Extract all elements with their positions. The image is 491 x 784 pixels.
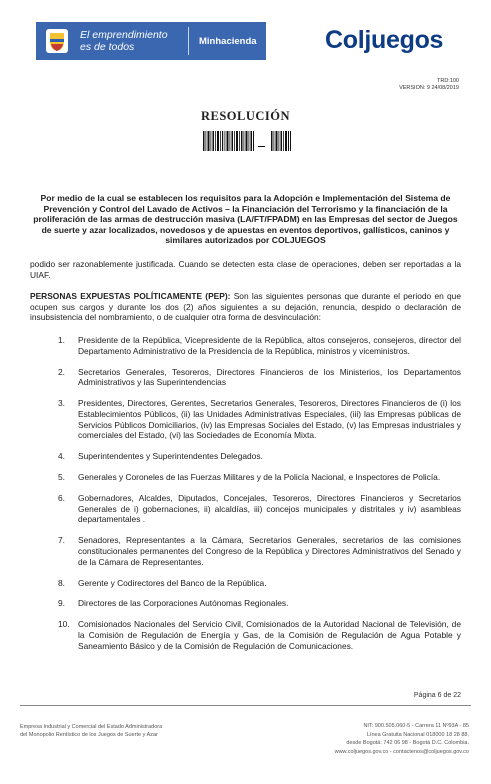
barcode-icon <box>203 131 255 151</box>
list-item-text: Generales y Coroneles de las Fuerzas Militares y de la Policía Nacional, e Inspectores de Policía. <box>78 472 441 483</box>
pep-list <box>58 335 461 662</box>
footer-contact <box>335 722 469 756</box>
coat-of-arms-icon <box>40 24 74 58</box>
list-item-text: Secretarios Generales, Tesoreros, Directores Financieros de los Ministerios, los Departamentos Administrativos y las Superintendencias <box>78 366 461 388</box>
list-item <box>58 598 461 609</box>
pep-definition <box>30 291 461 323</box>
list-item-number: 4. <box>58 451 65 462</box>
list-item <box>58 493 461 525</box>
list-item-number: 6. <box>58 492 65 503</box>
resolution-summary: Por medio de la cual se establecen los requisitos para la Adopción e Implementación del Sistema de Prevención y Control del Lavado de Activos – la Financiación del Terrorismo y la financiación de la proliferación de las armas de destrucción masiva (LA/FT/FPADM) en las Empresas del sector de Juegos de suerte y azar localizados, novedosos y de apuestas en eventos deportivos, gallísticos, caninos y similares autorizados por COLJUEGOS <box>33 193 458 245</box>
list-item <box>58 367 461 388</box>
footer-company-line1: Empresa Industrial y Comercial del Estado Administradora <box>20 724 163 730</box>
barcode-underscore <box>258 146 265 147</box>
list-item-text: Gerente y Codirectores del Banco de la República. <box>78 577 267 588</box>
footer-company <box>20 723 162 739</box>
government-slogan-line1: El emprendimiento <box>80 29 168 41</box>
version-date: VERSION: 9 24/08/2019 <box>399 85 459 91</box>
government-banner <box>36 22 266 60</box>
list-item <box>58 451 461 462</box>
list-item-text: Presidentes, Directores, Gerentes, Secretarios Generales, Tesoreros, Directores Financieros de (i) los Establecimientos Públicos, (ii) las Unidades Administrativas Especiales, (iii) las Empresas públicas de Servicios Públicos Domiciliarios, (iv) las Empresas Sociales del Estado, (v) las Empresas industriales y comerciales del Estado, (vi) las Sociedades de Economía Mixta. <box>78 398 461 441</box>
ministry-name: Minhacienda <box>199 35 257 47</box>
banner-divider <box>188 27 189 55</box>
list-item-number: 7. <box>58 535 65 546</box>
footer-web: www.coljuegos.gov.co - contactenos@coljuegos.gov.co <box>334 748 469 755</box>
list-item-text: Senadores, Representantes a la Cámara, Secretarios Generales, secretarios de las comisiones constitucionales permanentes del Congreso de la República y Directores Administrativos del Senado y de la Cámara de Representantes. <box>78 535 461 567</box>
list-item-number: 2. <box>58 366 65 377</box>
list-item-number: 5. <box>58 472 65 483</box>
footer-bogota: desde Bogotá: 742 06 98 - Bogotá D.C. Colombia. <box>346 740 469 746</box>
list-item-number: 3. <box>58 398 65 409</box>
list-item-number: 10. <box>58 619 70 630</box>
government-slogan-line2: es de todos <box>80 41 135 53</box>
pep-text: Son las siguientes personas que durante el periodo en que ocupen sus cargos y durante los dos (2) años siguientes a su dejación, renuncia, despido o declaración de insubsistencia del nombramiento, o de cualquier otra forma de desvinculación: <box>30 291 462 323</box>
list-item-number: 8. <box>58 577 65 588</box>
list-item <box>58 472 461 483</box>
list-item <box>58 578 461 589</box>
list-item-text: Comisionados Nacionales del Servicio Civil, Comisionados de la Autoridad Nacional de Televisión, de la Comisión de Regulación de Energía y Gas, de la Comisión de Regulación de Agua Potable y Saneamiento Básico y de la Comisión de Regulación de Comunicaciones. <box>78 619 461 651</box>
paragraph-uiaf: podido ser razonablemente justificada. Cuando se detecten esta clase de operaciones, deben ser reportadas a la UIAF. <box>30 259 461 280</box>
page-number: Página 6 de 22 <box>413 692 461 699</box>
footer-company-line2: del Monopolio Rentístico de los Juegos de Suerte y Azar <box>20 732 158 738</box>
brand-name: Coljuegos <box>325 26 444 54</box>
footer-phone-line: Línea Gratuita Nacional 018000 18 28 88, <box>366 731 469 738</box>
list-item-number: 9. <box>58 598 65 609</box>
footer-divider <box>20 705 471 706</box>
trd-code: TRD:100 <box>436 78 459 84</box>
list-item-text: Gobernadores, Alcaldes, Diputados, Concejales, Tesoreros, Directores Financieros y Secretarios Generales de i) gobernaciones, ii) alcaldías, iii) concejos municipales y distritales y iv) asambleas departamentales . <box>78 492 461 525</box>
list-item <box>58 535 461 567</box>
list-item-text: Presidente de la República, Vicepresidente de la República, altos consejeros, consejeros, director del Departamento Administrativo de la Presidencia de la República, ministros y viceministros. <box>78 335 461 356</box>
government-slogan <box>80 29 188 53</box>
list-item-text: Superintendentes y Superintendentes Delegados. <box>78 451 263 462</box>
header <box>0 0 491 70</box>
document-title: RESOLUCIÓN <box>200 109 291 123</box>
list-item-text: Directores de las Corporaciones Autónomas Regionales. <box>78 598 289 609</box>
list-item <box>58 335 461 356</box>
pep-heading: PERSONAS EXPUESTAS POLÍTICAMENTE (PEP): <box>30 291 231 301</box>
list-item-number: 1. <box>58 335 65 345</box>
list-item <box>58 398 461 441</box>
coljuegos-logo <box>325 26 443 55</box>
trd-version <box>399 78 459 92</box>
barcode-small-icon <box>271 131 291 151</box>
footer-nit: NIT: 900.505.060-5 - Carrera 11 Nº93A - 85 <box>363 723 469 729</box>
list-item <box>58 619 461 651</box>
